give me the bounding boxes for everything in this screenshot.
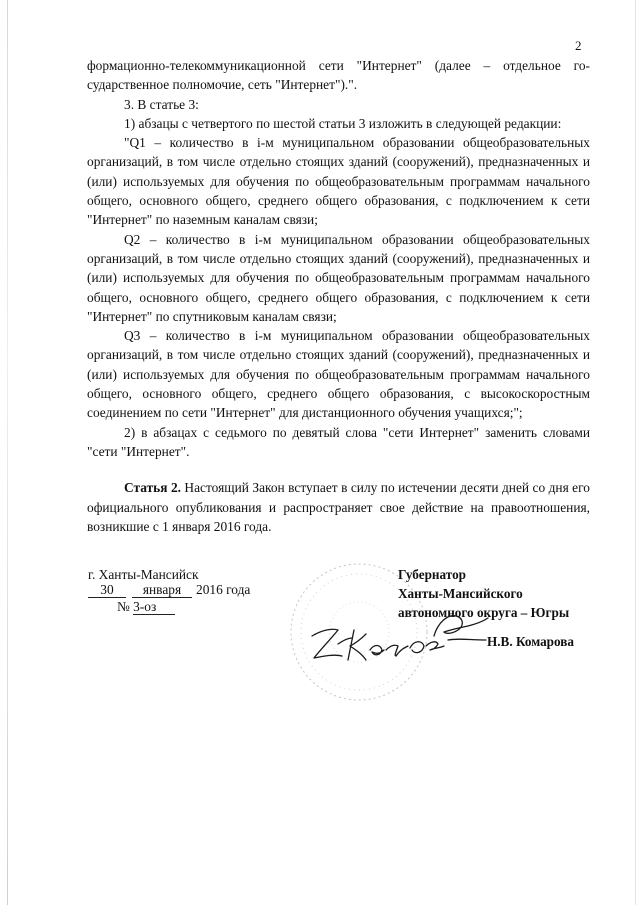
paragraph-q2: Q2 – количество в i-м муниципальном образовании общеобразовательных организаций, в том числе отдельно стоящих зданий (сооружений), предназначенных и (или) используемых для обучения по общеобразовательным программам начального общего, основного общего, среднего общего образования, с подключением к сети "Интернет" по спутниковым каналам связи; [87, 231, 590, 324]
paragraph-article-2 [87, 478, 590, 536]
date-month: января [132, 582, 192, 598]
page-number: 2 [575, 38, 582, 53]
handwritten-signature-icon [308, 610, 493, 672]
paragraph-article-3: 3. В статье 3: [124, 96, 199, 112]
paragraph-continuation: формационно-телекоммуникационной сети "Интернет" (далее – отдельное го-сударственное полномочие, сеть "Интернет").". [87, 58, 590, 93]
document-body [87, 56, 590, 536]
number-sign: № [117, 599, 130, 614]
scan-edge-right [635, 0, 636, 905]
paragraph-item-2: 2) в абзацах с седьмого по девятый слова "сети Интернет" заменить словами "сети "Интернет". [87, 424, 590, 459]
signatory-name: Н.В. Комарова [487, 634, 574, 649]
place-of-signing: г. Ханты-Мансийск [88, 567, 199, 582]
paragraph-q1: "Q1 – количество в i-м муниципальном образовании общеобразовательных организаций, в том числе отдельно стоящих зданий (сооружений), предназначенных и (или) используемых для обучения по общеобразовательным программам начального общего, основного общего, среднего общего образования, с подключением к сети "Интернет" по наземным каналам связи; [87, 135, 590, 228]
signing-date [88, 582, 250, 598]
signatory-line-governor: Губернатор [398, 567, 466, 582]
paragraph-item-1: 1) абзацы с четвертого по шестой статьи 3 изложить в следующей редакции: [124, 115, 562, 131]
law-number [117, 599, 175, 615]
signatory-line-okrug: автономного округа – Югры [398, 605, 570, 620]
signatory-line-region: Ханты-Мансийского [398, 586, 523, 601]
law-number-value: 3-оз [133, 599, 175, 615]
date-day: 30 [88, 582, 126, 598]
date-year: 2016 года [196, 582, 251, 597]
article-2-text: Настоящий Закон вступает в силу по истечении десяти дней со дня его официального опубликования и распространяет свое действие на правоотношения, возникшие с 1 января 2016 года. [87, 480, 590, 534]
scan-edge-left [7, 0, 8, 905]
paragraph-q3: Q3 – количество в i-м муниципальном образовании общеобразовательных организаций, в том числе отдельно стоящих зданий (сооружений), предназначенных и (или) используемых для обучения по общеобразовательным программам начального общего, основного общего, среднего общего образования, с высокоскоростным соединением по сети "Интернет" для дистанционного обучения учащихся;"; [87, 328, 590, 421]
article-2-title: Статья 2. [124, 480, 181, 496]
